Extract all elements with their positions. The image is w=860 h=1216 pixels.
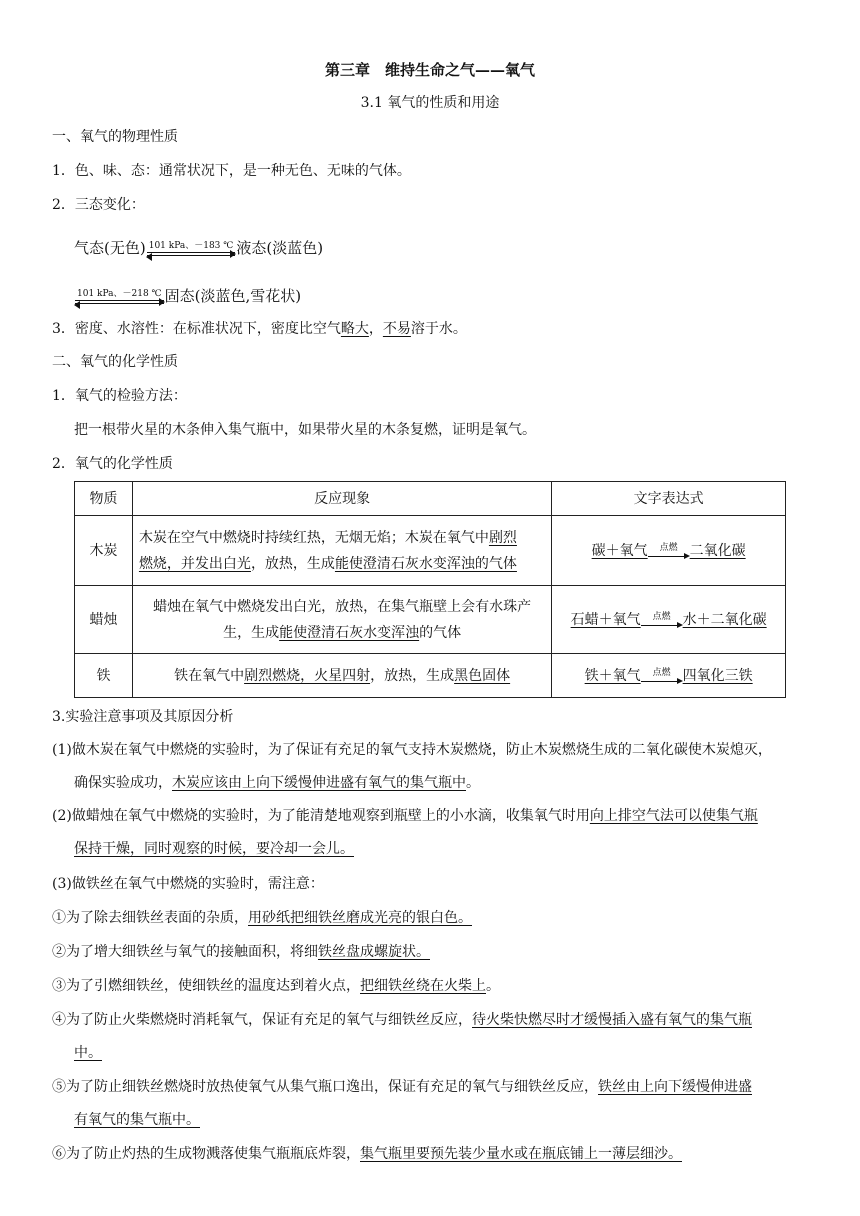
note-2-line-1: (2)做蜡烛在氧气中燃烧的实验时，为了能清楚地观察到瓶壁上的小水滴，收集氧气时用向上排空气法可以使集气瓶 — [52, 808, 758, 824]
caution-2: ②为了增大细铁丝与氧气的接触面积，将细铁丝盘成螺旋状。 — [52, 944, 430, 960]
ignite-arrow: 点燃 — [641, 612, 683, 628]
note-1-line-2: 确保实验成功，木炭应该由上向下缓慢伸进盛有氧气的集气瓶中。 — [74, 775, 480, 791]
item-density: 3．密度、水溶性：在标准状况下，密度比空气略大，不易溶于水。 — [52, 321, 467, 337]
caution-1: ①为了除去细铁丝表面的杂质，用砂纸把细铁丝磨成光亮的银白色。 — [52, 910, 472, 926]
caution-6: ⑥为了防止灼热的生成物溅落使集气瓶瓶底炸裂，集气瓶里要预先装少量水或在瓶底铺上一薄层细沙。 — [52, 1146, 682, 1162]
heading-notes: 3.实验注意事项及其原因分析 — [52, 709, 234, 725]
reversible-arrow — [75, 289, 164, 305]
reaction-table — [74, 481, 786, 698]
table-row — [75, 586, 786, 654]
table-header-row — [75, 482, 786, 516]
phenomenon-cell: 木炭在空气中燃烧时持续红热，无烟无焰；木炭在氧气中剧烈 燃烧，并发出白光，放热，生成能使澄清石灰水变浑浊的气体 — [132, 516, 551, 586]
caution-5-line-2: 有氧气的集气瓶中。 — [74, 1112, 200, 1128]
reversible-arrow — [147, 241, 236, 257]
heading-chemical: 二、氧气的化学性质 — [52, 354, 178, 370]
expression-cell: 铁＋氧气 点燃 四氧化三铁 — [552, 654, 786, 698]
solid-state: 固态(淡蓝色,雪花状) — [164, 287, 302, 305]
item-color-smell: 1．色、味、态：通常状况下，是一种无色、无味的气体。 — [52, 163, 411, 179]
liquid-state: 液态(淡蓝色) — [236, 239, 324, 257]
expression-cell: 石蜡＋氧气 点燃 水＋二氧化碳 — [552, 586, 786, 654]
heading-physical: 一、氧气的物理性质 — [52, 129, 178, 145]
phenomenon-cell: 铁在氧气中剧烈燃烧，火星四射，放热，生成黑色固体 — [132, 654, 551, 698]
note-1-line-1: (1)做木炭在氧气中燃烧的实验时，为了保证有充足的氧气支持木炭燃烧，防止木炭燃烧生成的二氧化碳使木炭熄灭， — [52, 742, 772, 758]
chapter-title: 第三章 维持生命之气——氧气 — [324, 61, 535, 79]
header-substance: 物质 — [75, 482, 133, 516]
item-test-method: 1．氧气的检验方法： — [52, 388, 187, 404]
condition-label: 101 kPa、－183 ℃ — [148, 241, 234, 251]
table-row — [75, 516, 786, 586]
substance-cell: 木炭 — [75, 516, 133, 586]
ignite-arrow: 点燃 — [648, 543, 690, 559]
substance-cell: 铁 — [75, 654, 133, 698]
gas-state: 气态(无色) — [74, 239, 146, 257]
header-phenomenon: 反应现象 — [132, 482, 551, 516]
caution-4-line-2: 中。 — [74, 1045, 102, 1061]
item-chemical-properties: 2．氧气的化学性质 — [52, 456, 173, 472]
test-method-text: 把一根带火星的木条伸入集气瓶中，如果带火星的木条复燃，证明是氧气。 — [74, 422, 536, 438]
ignite-arrow: 点燃 — [641, 668, 683, 684]
expression-cell: 碳＋氧气 点燃 二氧化碳 — [552, 516, 786, 586]
state-change-line-1 — [74, 238, 323, 258]
note-2-line-2: 保持干燥，同时观察的时候，要冷却一会儿。 — [74, 841, 354, 857]
table-row — [75, 654, 786, 698]
section-title: 3.1 氧气的性质和用途 — [360, 95, 500, 111]
caution-3: ③为了引燃细铁丝，使细铁丝的温度达到着火点，把细铁丝绕在火柴上。 — [52, 978, 500, 994]
caution-5-line-1: ⑤为了防止细铁丝燃烧时放热使氧气从集气瓶口逸出，保证有充足的氧气与细铁丝反应，铁丝由上向下缓慢伸进盛 — [52, 1079, 752, 1095]
state-change-line-2 — [74, 286, 301, 306]
phenomenon-cell: 蜡烛在氧气中燃烧发出白光，放热，在集气瓶壁上会有水珠产 生，生成能使澄清石灰水变浑浊的气体 — [132, 586, 551, 654]
note-3: (3)做铁丝在氧气中燃烧的实验时，需注意： — [52, 876, 324, 892]
header-expression: 文字表达式 — [552, 482, 786, 516]
item-three-states: 2．三态变化： — [52, 197, 145, 213]
condition-label: 101 kPa、－218 ℃ — [77, 289, 162, 299]
substance-cell: 蜡烛 — [75, 586, 133, 654]
caution-4-line-1: ④为了防止火柴燃烧时消耗氧气，保证有充足的氧气与细铁丝反应，待火柴快燃尽时才缓慢插入盛有氧气的集气瓶 — [52, 1012, 752, 1028]
